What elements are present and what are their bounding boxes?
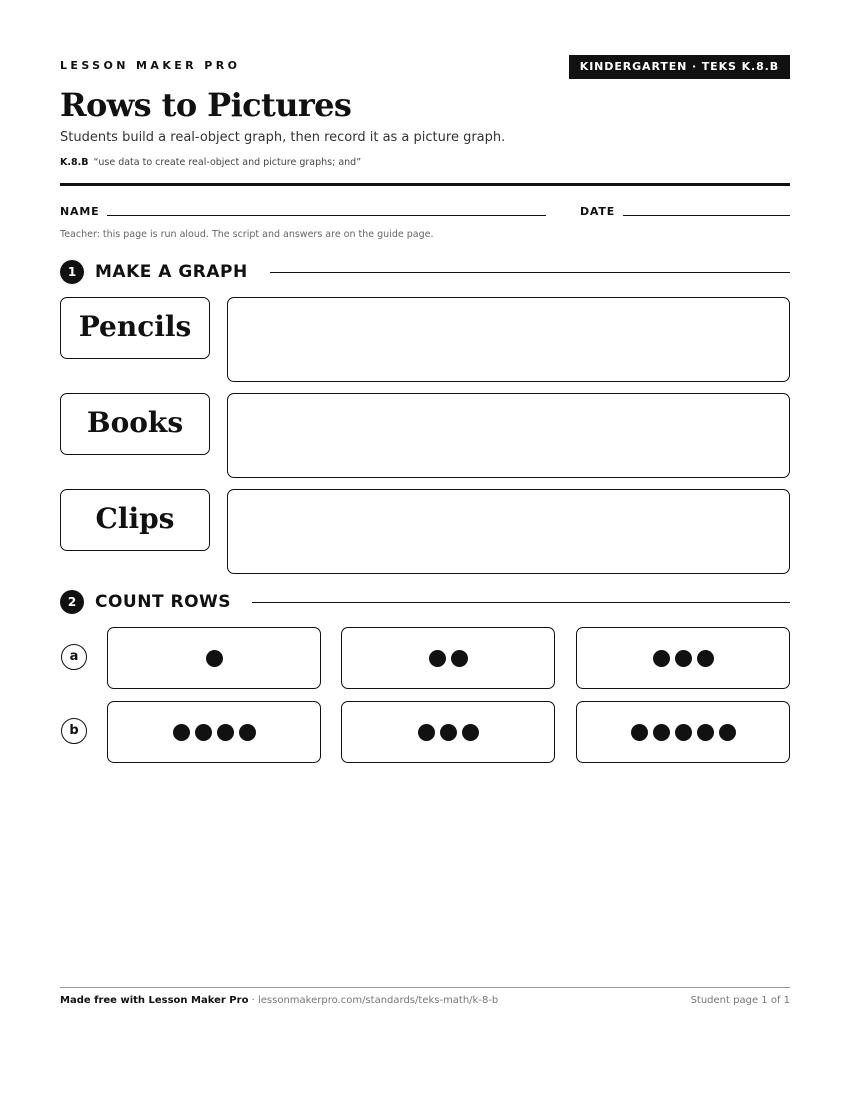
counting-dot <box>653 650 670 667</box>
counting-dot <box>440 724 457 741</box>
name-field[interactable] <box>107 215 546 216</box>
footer-credit <box>60 995 498 1006</box>
counting-dot <box>451 650 468 667</box>
footer-page-number: Student page 1 of 1 <box>690 995 790 1006</box>
section-count-rows <box>60 590 790 614</box>
counting-dot <box>195 724 212 741</box>
standard-line <box>60 157 361 168</box>
counting-dot <box>418 724 435 741</box>
header-divider <box>60 183 790 186</box>
count-box[interactable] <box>341 701 555 763</box>
section-title: MAKE A GRAPH <box>95 262 248 282</box>
graph-row-box-books[interactable] <box>227 393 790 478</box>
counting-dot <box>697 724 714 741</box>
count-box[interactable] <box>341 627 555 689</box>
footer-made-by: Made free with Lesson Maker Pro <box>60 995 249 1006</box>
count-box[interactable] <box>576 627 790 689</box>
object-label-clips: Clips <box>60 489 210 551</box>
grade-badge: KINDERGARTEN · TEKS K.8.B <box>569 55 790 79</box>
counting-dot <box>675 650 692 667</box>
counting-dot <box>675 724 692 741</box>
counting-dot <box>653 724 670 741</box>
counting-dot <box>429 650 446 667</box>
count-box[interactable] <box>107 627 321 689</box>
standard-text: “use data to create real-object and picture graphs; and” <box>93 157 362 168</box>
name-label: NAME <box>60 205 100 218</box>
section-number-badge: 2 <box>60 590 84 614</box>
object-label-books: Books <box>60 393 210 455</box>
counting-dot <box>697 650 714 667</box>
row-letter-a: a <box>61 644 87 670</box>
counting-dot <box>719 724 736 741</box>
standard-code: K.8.B <box>60 157 89 168</box>
counting-dot <box>631 724 648 741</box>
graph-row-box-clips[interactable] <box>227 489 790 574</box>
counting-dot <box>206 650 223 667</box>
row-letter-b: b <box>61 718 87 744</box>
count-box[interactable] <box>107 701 321 763</box>
counting-dot <box>462 724 479 741</box>
section-number-badge: 1 <box>60 260 84 284</box>
counting-dot <box>173 724 190 741</box>
counting-dot <box>217 724 234 741</box>
page-title: Rows to Pictures <box>60 86 352 124</box>
graph-row-box-pencils[interactable] <box>227 297 790 382</box>
section-title: COUNT ROWS <box>95 592 232 612</box>
section-divider <box>252 602 790 603</box>
section-make-a-graph <box>60 260 790 284</box>
teacher-note: Teacher: this page is run aloud. The script and answers are on the guide page. <box>60 229 434 240</box>
footer-url[interactable]: · lessonmakerpro.com/standards/teks-math/k-8-b <box>248 995 499 1006</box>
brand-name: LESSON MAKER PRO <box>60 59 241 72</box>
date-label: DATE <box>580 205 616 218</box>
date-field[interactable] <box>623 215 790 216</box>
object-label-pencils: Pencils <box>60 297 210 359</box>
page-subtitle: Students build a real-object graph, then record it as a picture graph. <box>60 130 506 145</box>
section-divider <box>270 272 790 273</box>
footer-divider <box>60 987 790 988</box>
count-box[interactable] <box>576 701 790 763</box>
counting-dot <box>239 724 256 741</box>
